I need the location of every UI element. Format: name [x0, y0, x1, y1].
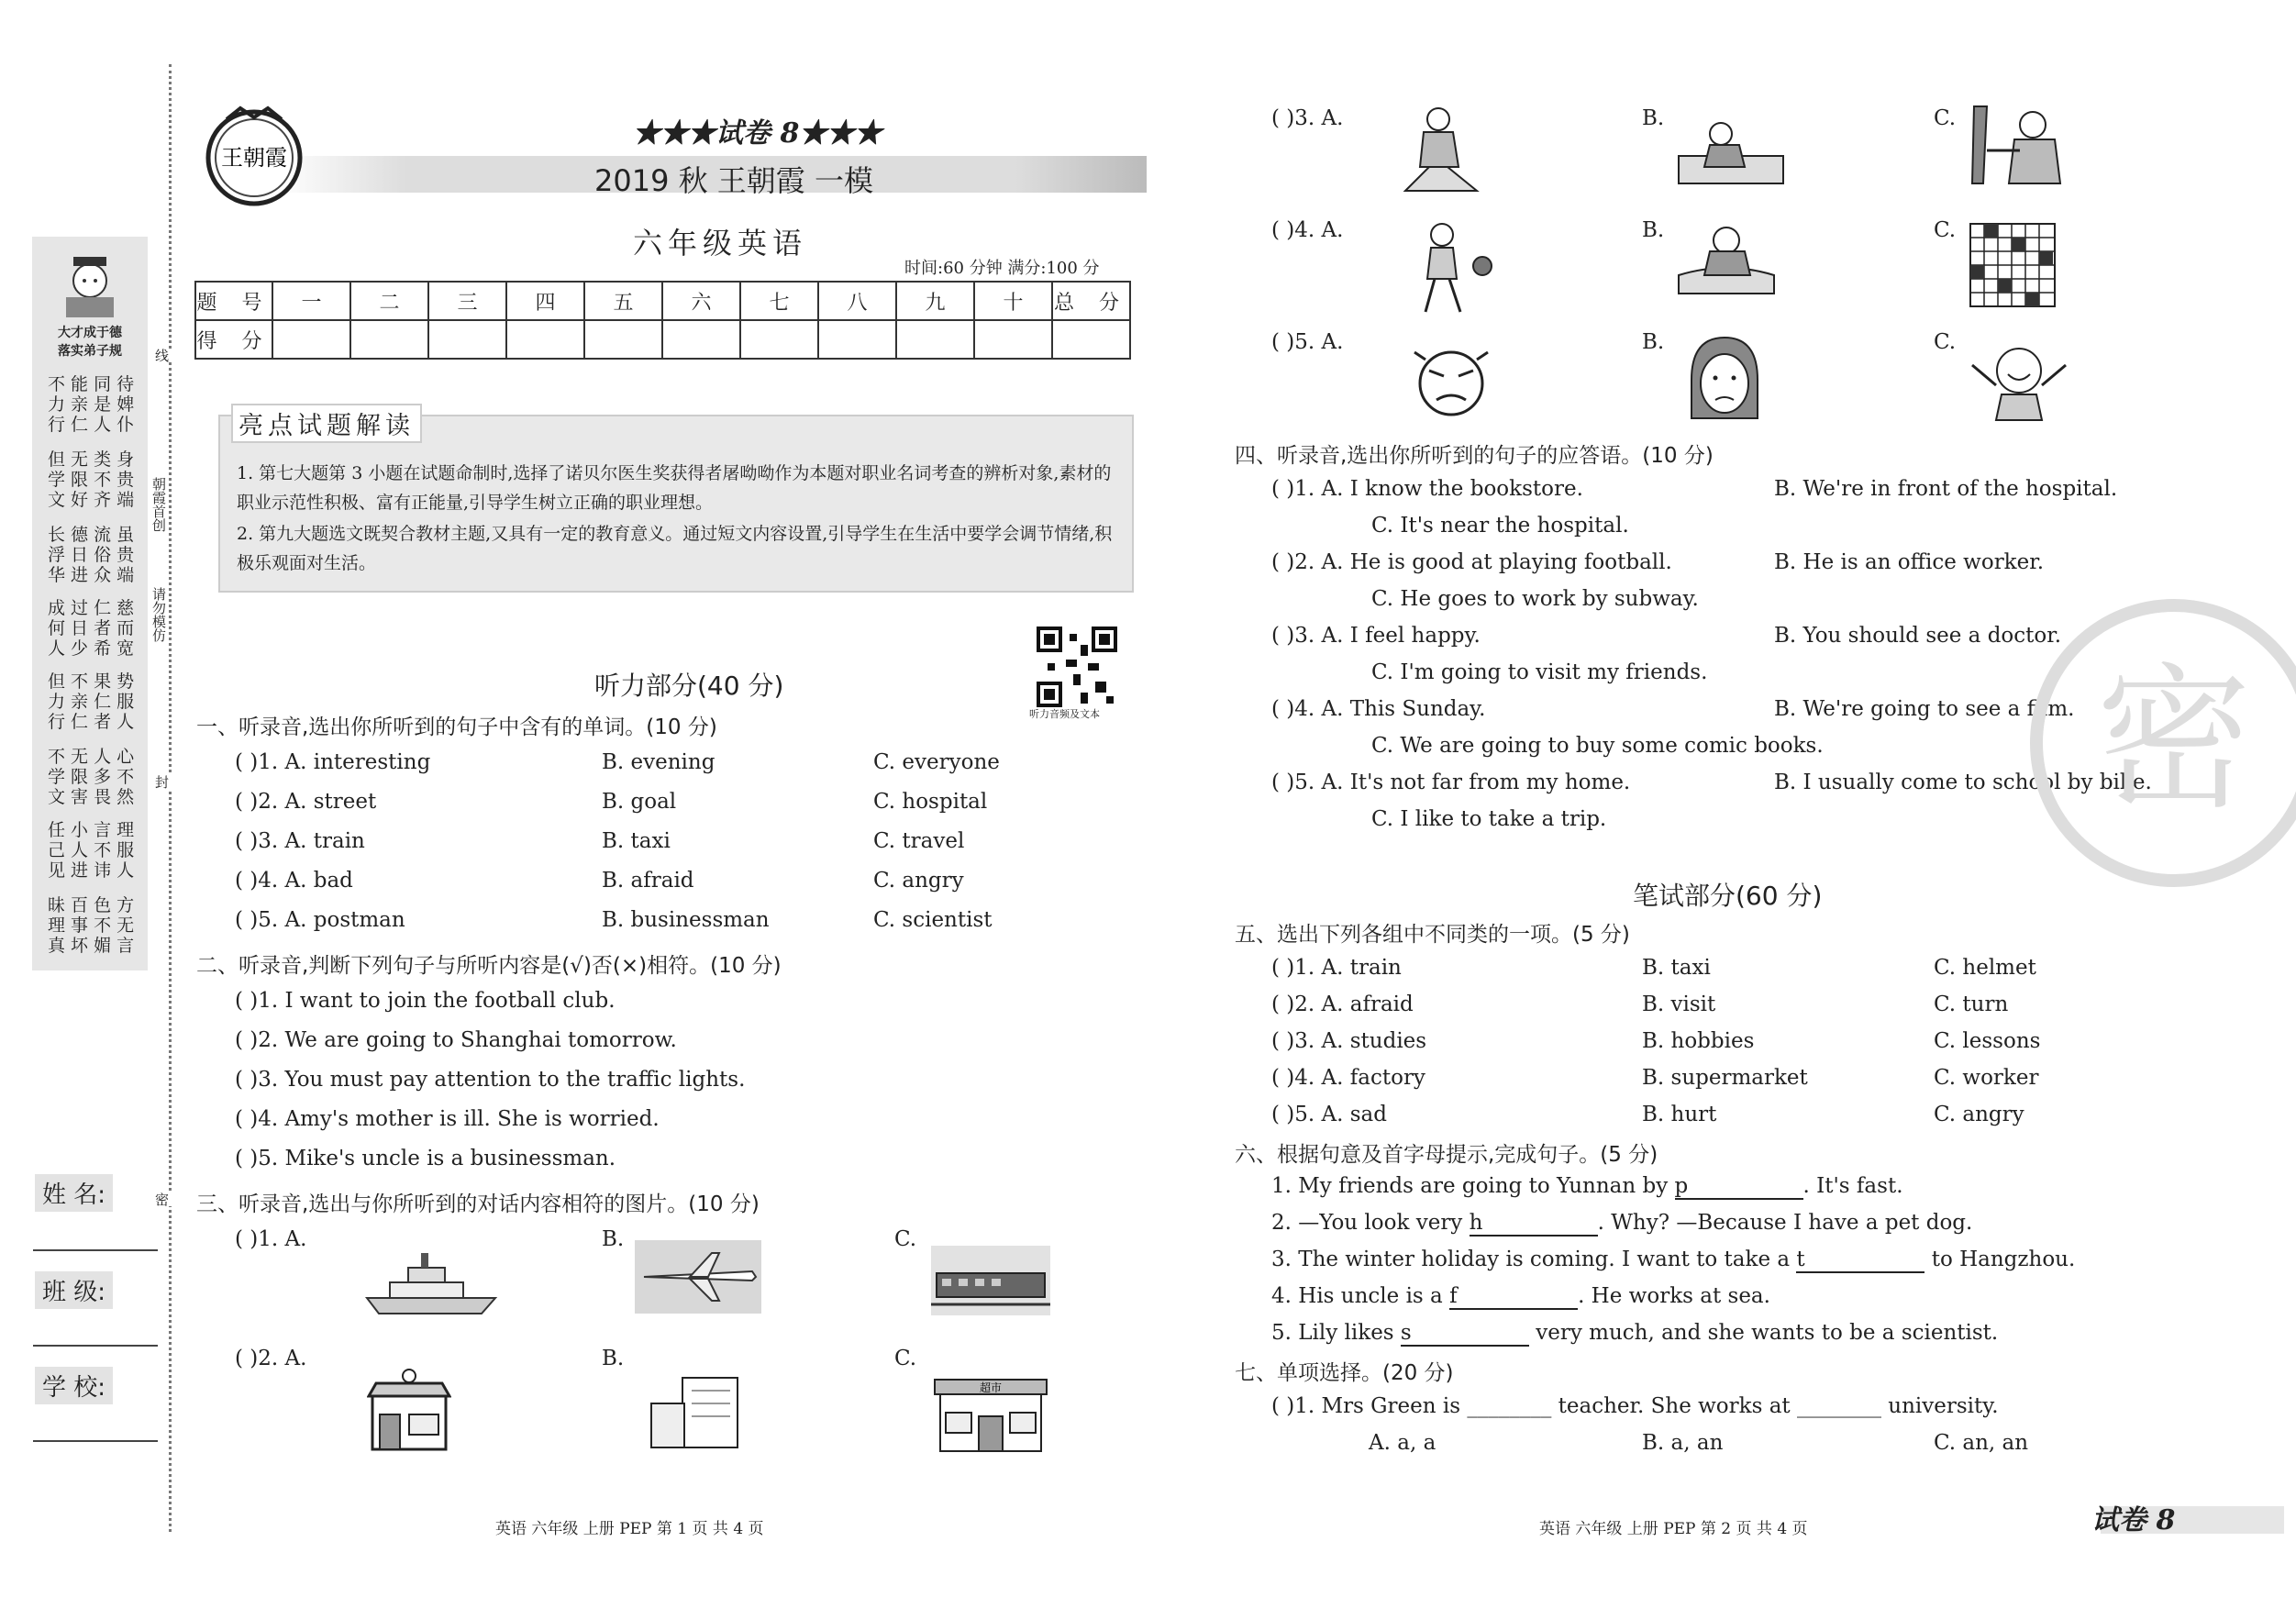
angry-face-picture-icon[interactable] — [1409, 339, 1495, 422]
s4-q4-a[interactable]: ( )4. A. This Sunday. — [1271, 697, 1486, 721]
score-cell[interactable] — [974, 320, 1052, 359]
s3-q5-a-label[interactable]: ( )5. A. — [1271, 330, 1344, 354]
idiom-block: 任 小 言 理 己 人 不 服 见 进 讳 人 — [48, 820, 135, 881]
idiom-block: 不 能 同 待 力 亲 是 婢 行 仁 人 仆 — [48, 374, 135, 435]
blank-initial: p — [1674, 1174, 1689, 1198]
s4-q5-a[interactable]: ( )5. A. It's not far from my home. — [1271, 771, 1631, 794]
s6-q2-text: 2. —You look very — [1271, 1211, 1470, 1235]
s6-q3 — [1271, 1248, 2075, 1273]
s1-q2-b[interactable]: B. goal — [602, 790, 677, 814]
s6-q1-tail: . It's fast. — [1802, 1174, 1903, 1198]
s5-q1-b[interactable]: B. taxi — [1642, 956, 1711, 980]
s1-q2-c[interactable]: C. hospital — [873, 790, 988, 814]
s3-q5-c-label[interactable]: C. — [1934, 330, 1957, 354]
blank-field[interactable] — [1675, 1174, 1803, 1200]
s1-q3-a[interactable]: ( )3. A. train — [235, 829, 365, 853]
writing-title: 笔试部分(60 分) — [1633, 881, 1823, 911]
footer-right: 英语 六年级 上册 PEP 第 2 页 共 4 页 — [1539, 1520, 1808, 1538]
s4-q1-b[interactable]: B. We're in front of the hospital. — [1774, 477, 2118, 501]
s6-q5 — [1271, 1321, 1998, 1347]
s5-q2-b[interactable]: B. visit — [1642, 993, 1716, 1016]
s1-q3-c[interactable]: C. travel — [873, 829, 965, 853]
idiom-block: 昧 百 色 方 理 事 不 无 真 坏 媚 言 — [48, 895, 135, 956]
s3-q4-a-label[interactable]: ( )4. A. — [1271, 218, 1344, 242]
score-header-cell: 八 — [818, 282, 896, 320]
blank-field[interactable] — [1401, 1321, 1529, 1347]
logo-text: 王朝霞 — [221, 145, 287, 171]
name-field[interactable] — [33, 1249, 158, 1251]
s4-q5-c[interactable]: C. I like to take a trip. — [1371, 807, 1607, 831]
binding-note-brand: 朝霞首创 — [150, 477, 167, 532]
score-header-cell: 一 — [272, 282, 350, 320]
score-header-cell: 总 分 — [1052, 282, 1130, 320]
listening-title: 听力部分(40 分) — [594, 671, 784, 701]
score-cell[interactable] — [818, 320, 896, 359]
section-1-heading: 一、听录音,选出你所听到的句子中含有的单词。(10 分) — [196, 715, 717, 739]
score-cell[interactable] — [740, 320, 818, 359]
s3-q3-b-label[interactable]: B. — [1642, 106, 1665, 130]
s4-q3-a[interactable]: ( )3. A. I feel happy. — [1271, 624, 1481, 648]
s3-q4-b-label[interactable]: B. — [1642, 218, 1665, 242]
section-7-heading: 七、单项选择。(20 分) — [1235, 1361, 1454, 1385]
motto-line-2: 落实弟子规 — [58, 344, 122, 359]
s1-q4-c[interactable]: C. angry — [873, 869, 964, 893]
s3-q2-a-label[interactable]: ( )2. A. — [235, 1347, 307, 1370]
section-5-heading: 五、选出下列各组中不同类的一项。(5 分) — [1235, 923, 1630, 947]
supermarket-sign: 超市 — [979, 1381, 1003, 1394]
score-row-label: 得 分 — [195, 320, 272, 359]
exam-number: ★★★试卷 8★★★ — [633, 117, 882, 150]
section-6-heading: 六、根据句意及首字母提示,完成句子。(5 分) — [1235, 1143, 1658, 1167]
s5-q5-b[interactable]: B. hurt — [1642, 1103, 1717, 1126]
s5-q1-c[interactable]: C. helmet — [1934, 956, 2036, 980]
highlight-point-1: 1. 第七大题第 3 小题在试题命制时,选择了诺贝尔医生奖获得者屠呦呦作为本题对职业名词考查的辨析对象,素材的职业示范性积极、富有正能量,引导学生树立正确的职业理想。 — [237, 463, 1112, 513]
s5-q3-c[interactable]: C. lessons — [1934, 1029, 2041, 1053]
s7-q1-option-c[interactable]: C. an, an — [1934, 1431, 2029, 1455]
farmer-picture-icon[interactable] — [1675, 114, 1787, 187]
s6-q3-text: 3. The winter holiday is coming. I want to take a — [1271, 1248, 1797, 1271]
brand-logo — [194, 101, 314, 211]
blank-initial: h — [1469, 1211, 1483, 1235]
qr-code-icon[interactable] — [1037, 627, 1117, 707]
s5-q3-b[interactable]: B. hobbies — [1642, 1029, 1755, 1053]
s3-q5-b-label[interactable]: B. — [1642, 330, 1665, 354]
train-picture-icon[interactable] — [931, 1246, 1050, 1315]
highlight-point-2: 2. 第九大题选文既契合教材主题,又具有一定的教育意义。通过短文内容设置,引导学生在生活中要学会调节情绪,积极乐观面对生活。 — [237, 524, 1113, 573]
shop-picture-icon[interactable] — [367, 1369, 451, 1453]
score-cell[interactable] — [896, 320, 974, 359]
footer-left: 英语 六年级 上册 PEP 第 1 页 共 4 页 — [495, 1520, 764, 1538]
s2-q4[interactable]: ( )4. Amy's mother is ill. She is worried. — [235, 1107, 660, 1131]
s1-q1-b[interactable]: B. evening — [602, 750, 715, 774]
museum-picture-icon[interactable] — [646, 1372, 747, 1453]
s4-q1-c[interactable]: C. It's near the hospital. — [1371, 514, 1629, 538]
scholar-avatar-icon — [46, 246, 134, 319]
s5-q4-c[interactable]: C. worker — [1934, 1066, 2039, 1090]
blank-field[interactable] — [1470, 1211, 1598, 1237]
score-cell[interactable] — [662, 320, 740, 359]
score-cell[interactable] — [584, 320, 662, 359]
time-info: 时间:60 分钟 满分:100 分 — [904, 259, 1100, 278]
crossword-picture-icon[interactable] — [1969, 222, 2057, 308]
school-label: 学 校: — [35, 1367, 113, 1404]
idiom-block: 但 无 类 身 学 限 不 贵 文 好 齐 端 — [48, 449, 135, 510]
s4-q2-a[interactable]: ( )2. A. He is good at playing football. — [1271, 550, 1672, 574]
subject-title: 六年级英语 — [633, 226, 808, 261]
s1-q2-a[interactable]: ( )2. A. street — [235, 790, 377, 814]
score-header-cell: 九 — [896, 282, 974, 320]
motto-line-1: 大才成于德 — [58, 326, 122, 340]
s3-q2-b-label[interactable]: B. — [602, 1347, 625, 1370]
sad-girl-picture-icon[interactable] — [1684, 334, 1765, 422]
name-label: 姓 名: — [35, 1174, 113, 1212]
s4-q3-c[interactable]: C. I'm going to visit my friends. — [1371, 660, 1708, 684]
s3-q2-c-label[interactable]: C. — [894, 1347, 917, 1370]
supermarket-picture-icon[interactable] — [931, 1376, 1050, 1453]
s6-q5-text: 5. Lily likes — [1271, 1321, 1401, 1345]
secret-stamp-watermark — [2027, 596, 2296, 890]
s2-q5[interactable]: ( )5. Mike's uncle is a businessman. — [235, 1147, 616, 1170]
score-cell[interactable] — [350, 320, 428, 359]
s4-q2-c[interactable]: C. He goes to work by subway. — [1371, 587, 1699, 611]
s3-q3-c-label[interactable]: C. — [1934, 106, 1957, 130]
idiom-block: 但 不 果 势 力 亲 仁 服 行 仁 者 人 — [48, 671, 135, 732]
section-4-heading: 四、听录音,选出你所听到的句子的应答语。(10 分) — [1235, 444, 1714, 468]
s1-q1-c[interactable]: C. everyone — [873, 750, 1000, 774]
happy-girl-picture-icon[interactable] — [1969, 338, 2069, 422]
s6-q4-tail: . He works at sea. — [1578, 1284, 1770, 1308]
planting-picture-icon[interactable] — [1675, 220, 1778, 297]
ship-picture-icon[interactable] — [362, 1248, 500, 1321]
worker-picture-icon[interactable] — [1969, 103, 2079, 187]
s3-q1-a-label[interactable]: ( )1. A. — [235, 1227, 307, 1251]
score-table — [194, 281, 1131, 360]
blank-initial: f — [1449, 1284, 1458, 1308]
blank-initial: t — [1796, 1248, 1805, 1271]
binding-note-line: 线 — [153, 349, 170, 362]
airplane-picture-icon[interactable] — [635, 1240, 761, 1314]
s7-q1-option-b[interactable]: B. a, an — [1642, 1431, 1724, 1455]
school-field[interactable] — [33, 1440, 158, 1442]
blank-initial: s — [1400, 1321, 1412, 1345]
s6-q1-text: 1. My friends are going to Yunnan by — [1271, 1174, 1675, 1198]
s6-q2 — [1271, 1211, 1972, 1237]
s4-q4-c[interactable]: C. We are going to buy some comic books. — [1371, 734, 1824, 758]
s3-q1-b-label[interactable]: B. — [602, 1227, 625, 1251]
s1-q3-b[interactable]: B. taxi — [602, 829, 671, 853]
score-header-cell: 二 — [350, 282, 428, 320]
binding-note-secret: 密 — [153, 1192, 170, 1206]
score-cell[interactable] — [1052, 320, 1130, 359]
s6-q5-tail: very much, and she wants to be a scientist. — [1528, 1321, 1999, 1345]
s5-q5-a[interactable]: ( )5. A. sad — [1271, 1103, 1387, 1126]
s1-q4-b[interactable]: B. afraid — [602, 869, 694, 893]
idiom-block: 不 无 人 心 学 限 多 不 文 害 畏 然 — [48, 747, 135, 807]
s5-q2-c[interactable]: C. turn — [1934, 993, 2009, 1016]
s6-q2-tail: . Why? —Because I have a pet dog. — [1597, 1211, 1973, 1235]
s5-q1-a[interactable]: ( )1. A. train — [1271, 956, 1402, 980]
s5-q5-c[interactable]: C. angry — [1934, 1103, 2024, 1126]
idiom-block: 成 过 仁 慈 何 日 者 而 人 少 希 宽 — [48, 598, 135, 659]
s2-q3[interactable]: ( )3. You must pay attention to the traffic lights. — [235, 1068, 746, 1092]
binding-dotted-line — [169, 64, 172, 1532]
s3-q1-c-label[interactable]: C. — [894, 1227, 917, 1251]
s4-q2-b[interactable]: B. He is an office worker. — [1774, 550, 2045, 574]
s2-q2[interactable]: ( )2. We are going to Shanghai tomorrow. — [235, 1028, 677, 1052]
binding-note-seal: 封 — [153, 775, 170, 789]
s1-q5-a[interactable]: ( )5. A. postman — [235, 908, 405, 932]
s6-q3-tail: to Hangzhou. — [1924, 1248, 2076, 1271]
s6-q4-text: 4. His uncle is a — [1271, 1284, 1450, 1308]
score-cell[interactable] — [506, 320, 584, 359]
s4-q5-b[interactable]: B. I usually come to school by bike. — [1774, 771, 2152, 794]
s7-q1-option-a[interactable]: A. a, a — [1369, 1431, 1436, 1455]
s1-q1-a[interactable]: ( )1. A. interesting — [235, 750, 431, 774]
blank-field[interactable] — [1796, 1248, 1924, 1273]
score-header-cell: 三 — [428, 282, 506, 320]
highlights-title: 亮点试题解读 — [231, 404, 422, 443]
qr-caption: 听力音频及文本 — [1029, 708, 1100, 720]
basketball-player-picture-icon[interactable] — [1409, 220, 1497, 316]
score-header-cell: 五 — [584, 282, 662, 320]
score-header-cell: 六 — [662, 282, 740, 320]
score-cell[interactable] — [428, 320, 506, 359]
s4-q3-b[interactable]: B. You should see a doctor. — [1774, 624, 2062, 648]
blank-field[interactable] — [1449, 1284, 1578, 1310]
s4-q4-b[interactable]: B. We're going to see a film. — [1774, 697, 2075, 721]
exam-title: 2019 秋 王朝霞 一模 — [594, 163, 873, 198]
s3-q4-c-label[interactable]: C. — [1934, 218, 1957, 242]
section-3-heading: 三、听录音,选出与你所听到的对话内容相符的图片。(10 分) — [196, 1192, 760, 1216]
fisherman-picture-icon[interactable] — [1402, 103, 1481, 194]
s5-q4-a[interactable]: ( )4. A. factory — [1271, 1066, 1425, 1090]
s1-q5-b[interactable]: B. businessman — [602, 908, 770, 932]
class-label: 班 级: — [35, 1271, 113, 1309]
s2-q1[interactable]: ( )1. I want to join the football club. — [235, 989, 616, 1013]
s5-q2-a[interactable]: ( )2. A. afraid — [1271, 993, 1414, 1016]
s4-q1-a[interactable]: ( )1. A. I know the bookstore. — [1271, 477, 1583, 501]
stamp-char: 密 — [2095, 649, 2253, 831]
s6-q1 — [1271, 1174, 1903, 1200]
footer-exam-tag: 试卷 8 — [2091, 1504, 2176, 1536]
score-header-cell: 十 — [974, 282, 1052, 320]
score-header-cell: 四 — [506, 282, 584, 320]
idiom-block: 长 德 流 虽 浮 日 俗 贵 华 进 众 端 — [48, 525, 135, 585]
class-field[interactable] — [33, 1345, 158, 1347]
score-cell[interactable] — [272, 320, 350, 359]
s7-q1[interactable]: ( )1. Mrs Green is ________ teacher. She works at ________ university. — [1271, 1394, 1999, 1418]
s1-q5-c[interactable]: C. scientist — [873, 908, 993, 932]
s1-q4-a[interactable]: ( )4. A. bad — [235, 869, 353, 893]
section-2-heading: 二、听录音,判断下列句子与所听内容是(√)否(×)相符。(10 分) — [196, 954, 782, 978]
binding-note-copy: 请勿模仿 — [150, 587, 167, 642]
score-header-cell: 七 — [740, 282, 818, 320]
s5-q4-b[interactable]: B. supermarket — [1642, 1066, 1808, 1090]
s5-q3-a[interactable]: ( )3. A. studies — [1271, 1029, 1427, 1053]
score-header-cell: 题 号 — [195, 282, 272, 320]
s6-q4 — [1271, 1284, 1770, 1310]
s3-q3-a-label[interactable]: ( )3. A. — [1271, 106, 1344, 130]
